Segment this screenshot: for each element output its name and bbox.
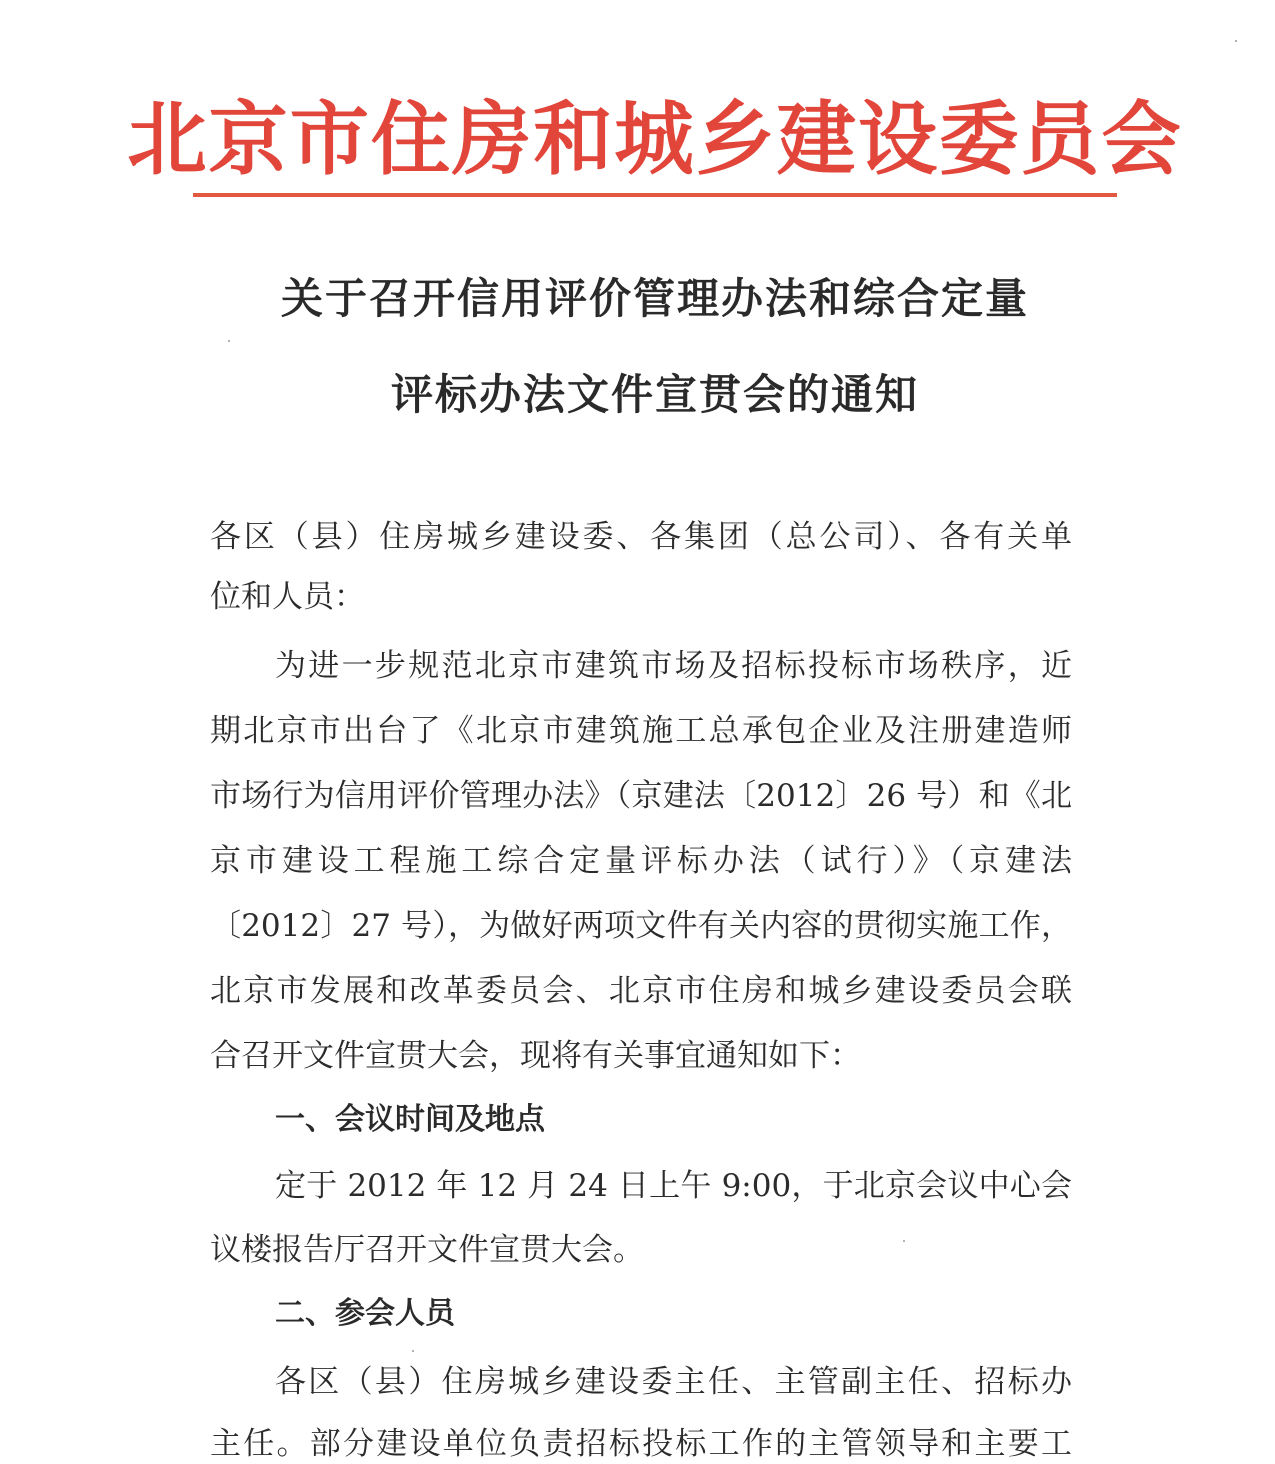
scan-speck	[228, 340, 230, 342]
letterhead-title: 北京市住房和城乡建设委员会	[127, 93, 1183, 186]
section-2-heading: 二、参会人员	[275, 1296, 455, 1331]
section-2-line-1: 各区（县）住房城乡建设委主任、主管副主任、招标办	[275, 1364, 1072, 1400]
scan-speck	[1235, 40, 1237, 42]
scan-speck	[903, 1240, 905, 1242]
addressee-line-1: 各区（县）住房城乡建设委、各集团（总公司）、各有关单	[210, 519, 1072, 555]
paragraph-1-line-3: 市场行为信用评价管理办法》（京建法〔2012〕26 号）和《北	[210, 778, 1072, 814]
paragraph-1-line-6: 北京市发展和改革委员会、北京市住房和城乡建设委员会联	[210, 973, 1072, 1009]
section-1-line-1: 定于 2012 年 12 月 24 日上午 9:00，于北京会议中心会	[275, 1168, 1072, 1204]
notice-title-line-1: 关于召开信用评价管理办法和综合定量	[280, 274, 1029, 323]
letterhead-red-rule	[193, 193, 1117, 197]
paragraph-1-line-5: 〔2012〕27 号），为做好两项文件有关内容的贯彻实施工作，	[210, 908, 1072, 944]
paragraph-1-line-7: 合召开文件宣贯大会，现将有关事宜通知如下：	[210, 1038, 861, 1074]
scan-speck	[412, 1350, 414, 1352]
section-1-heading: 一、会议时间及地点	[275, 1102, 545, 1137]
notice-title-line-2: 评标办法文件宣贯会的通知	[390, 370, 919, 419]
paragraph-1-line-2: 期北京市出台了《北京市建筑施工总承包企业及注册建造师	[210, 713, 1072, 749]
paragraph-1-line-1: 为进一步规范北京市建筑市场及招标投标市场秩序，近	[275, 648, 1072, 684]
section-2-line-2: 主任。部分建设单位负责招标投标工作的主管领导和主要工	[210, 1426, 1072, 1462]
section-1-line-2: 议楼报告厅召开文件宣贯大会。	[210, 1232, 644, 1268]
addressee-line-2: 位和人员：	[210, 579, 365, 615]
paragraph-1-line-4: 京市建设工程施工综合定量评标办法（试行）》（京建法	[210, 843, 1072, 879]
